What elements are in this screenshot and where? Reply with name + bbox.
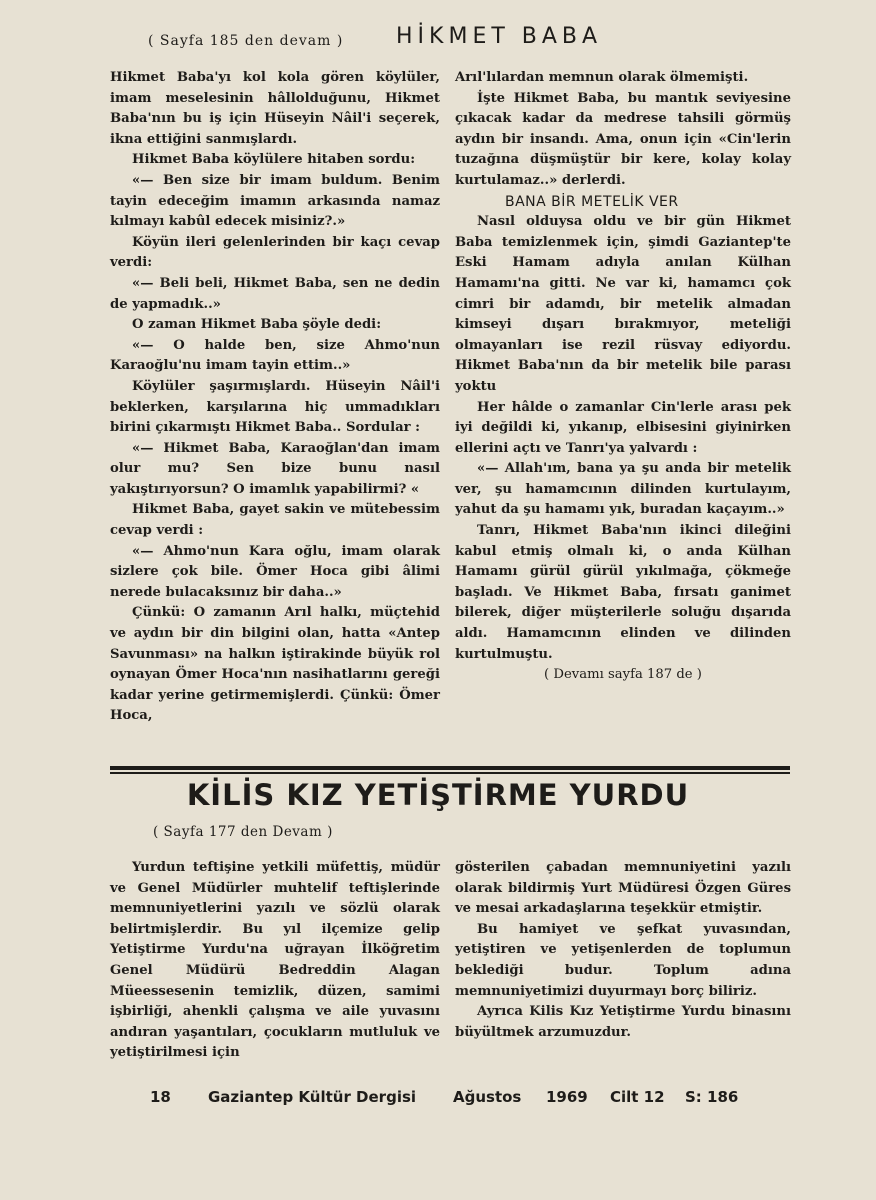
second-article-column-right [455,858,791,1043]
paragraph: Köylüler şaşırmışlardı. Hüseyin Nâil'i beklerken, karşılarına hiç ummadıkları birini çıkarmıştı Hikmet Baba.. Sordular : [110,378,440,436]
paragraph: «— Hikmet Baba, Karaoğlan'dan imam olur mu? Sen bize bunu nasıl yakıştırıyorsun? O imamlık yapabilirmi? « [110,440,440,497]
article-column-right [455,68,791,686]
paragraph: Hikmet Baba'yı kol kola gören köylüler, imam meselesinin hâllolduğunu, Hikmet Baba'nın bu iş için Hüseyin Nâil'i seçerek, ikna ettiğini sanmışlardı. [110,70,440,147]
paragraph: «— Beli beli, Hikmet Baba, sen ne dedin de yapmadık..» [110,275,440,312]
divider-thin [110,772,790,774]
paragraph: «— O halde ben, size Ahmo'nun Karaoğlu'nu imam tayin ettim..» [110,337,440,374]
paragraph: «— Ahmo'nun Kara oğlu, imam olarak sizlere çok bile. Ömer Hoca gibi âlimi nerede bulacaksınız bir daha..» [110,543,440,600]
continued-from-label: ( Sayfa 177 den Devam ) [153,824,333,840]
magazine-name: Gaziantep Kültür Dergisi [208,1088,417,1106]
paragraph: Bu hamiyet ve şefkat yuvasından, yetiştiren ve yetişenlerden de toplumun beklediği budur. Toplum adına memnuniyetimizi duyurmayı borç biliriz. [455,921,791,999]
paragraph: «— Allah'ım, bana ya şu anda bir metelik ver, şu hamamcının dilinden kurtulayım, yahut da şu hamamı yık, buradan kaçayım..» [455,461,791,518]
article-column-left [110,68,440,727]
volume: Cilt 12 [610,1088,665,1106]
section-subheading: BANA BİR METELİK VER [505,193,679,210]
issue-number: S: 186 [685,1088,739,1106]
continued-from-label: ( Sayfa 185 den devam ) [148,33,344,49]
paragraph: Çünkü: O zamanın Arıl halkı, müçtehid ve aydın bir din bilgini olan, hatta «Antep Savunması» na halkın iştirakinde büyük rol oynayan Ömer Hoca'nın nasihatlarını gereği kadar yerine getirmemişlerdi. Çünkü: Ömer Hoca, [110,605,440,724]
page-number: 18 [150,1088,171,1106]
paragraph: gösterilen çabadan memnuniyetini yazılı olarak bildirmiş Yurt Müdüresi Özgen Güres ve mesai arkadaşlarına teşekkür etmiştir. [455,860,791,917]
divider-thick [110,766,790,770]
continued-on-label: ( Devamı sayfa 187 de ) [544,667,702,683]
issue-year: 1969 [546,1088,588,1106]
second-article-title: KİLİS KIZ YETİŞTİRME YURDU [186,778,690,812]
paragraph: Hikmet Baba, gayet sakin ve mütebessim cevap verdi : [110,502,440,539]
paragraph: O zaman Hikmet Baba şöyle dedi: [132,317,382,333]
paragraph: Her hâlde o zamanlar Cin'lerle arası pek iyi değildi ki, yıkanıp, elbisesini giyinirken ellerini açtı ve Tanrı'ya yalvardı : [455,399,791,456]
paragraph: Nasıl olduysa oldu ve bir gün Hikmet Baba temizlenmek için, şimdi Gaziantep'te Eski Hamam adıyla anılan Külhan Hamamı'na gitti. Ne var ki, hamamcı çok cimri bir adamdı, bir metelik almadan kimseyi dışarı bırakmıyor, meteliği olmayanları ise rezil rüsvay ediyordu. Hikmet Baba'nın da bir metelik bile parası yoktu [455,214,791,394]
paragraph: Köyün ileri gelenlerinden bir kaçı cevap verdi: [110,234,440,271]
article-title: HİKMET BABA [396,24,603,49]
paragraph: Tanrı, Hikmet Baba'nın ikinci dileğini kabul etmiş olmalı ki, o anda Külhan Hamamı gürül gürül yıkılmağa, çökmeğe başladı. Ve Hikmet Baba, fırsatı ganimet bilerek, diğer müşterilerle soluğu dışarıda aldı. Hamamcının elinden ve dilinden kurtulmuştu. [455,523,791,662]
second-article-column-left [110,858,440,1064]
paragraph: İşte Hikmet Baba, bu mantık seviyesine çıkacak kadar da medrese tahsili görmüş aydın bir insandı. Ama, onun için «Cin'lerin tuzağına düşmüştür bir kere, kolay kolay kurtulamaz..» derlerdi. [455,90,791,188]
paragraph: Arıl'lılardan memnun olarak ölmemişti. [455,70,749,85]
paragraph: Yurdun teftişine yetkili müfettiş, müdür ve Genel Müdürler muhtelif teftişlerinde memnuniyetlerini yazılı ve sözlü olarak belirtmişlerdir. Bu yıl ilçemize gelip Yetiştirme Yurdu'na uğrayan İlköğretim Genel Müdürü Bedreddin Alagan Müeessesenin temizlik, düzen, samimi işbirliği, ahenkli çalışma ve aile yuvasını andıran yaşantıları, çocukların mutluluk ve yetiştirilmesi için [110,860,440,1061]
paragraph: Ayrıca Kilis Kız Yetiştirme Yurdu binasını büyültmek arzumuzdur. [455,1004,791,1040]
paragraph: Hikmet Baba köylülere hitaben sordu: [132,152,416,168]
issue-month: Ağustos [453,1088,522,1106]
paragraph: «— Ben size bir imam buldum. Benim tayin edeceğim imamın arkasında namaz kılmayı kabûl edecek misiniz?.» [110,172,440,230]
